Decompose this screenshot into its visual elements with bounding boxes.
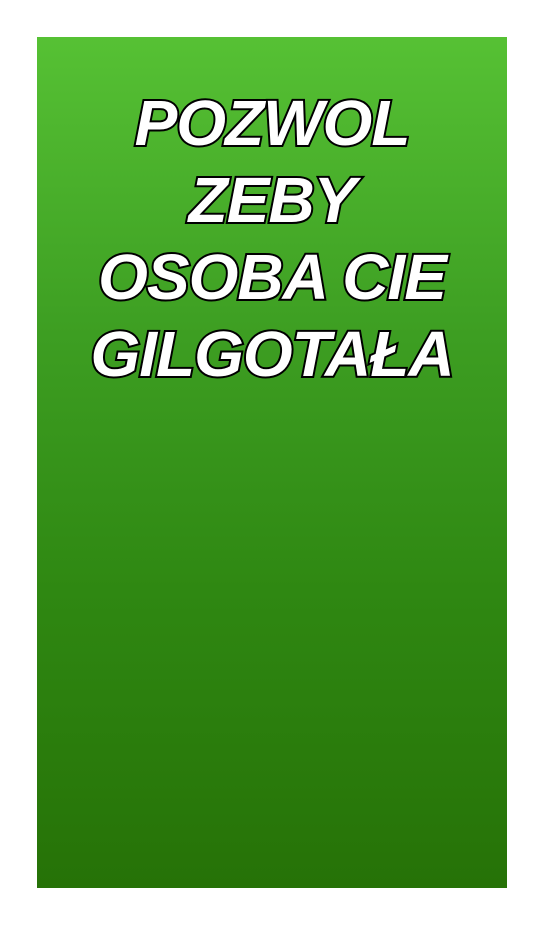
- prompt-line-4: GILGOTAŁA: [90, 318, 454, 390]
- card-prompt: [37, 85, 507, 393]
- prompt-line-2: ZEBY: [188, 164, 356, 236]
- game-card[interactable]: [37, 37, 507, 888]
- prompt-line-3: OSOBA CIE: [98, 241, 446, 313]
- prompt-line-1: POZWOL: [134, 87, 410, 159]
